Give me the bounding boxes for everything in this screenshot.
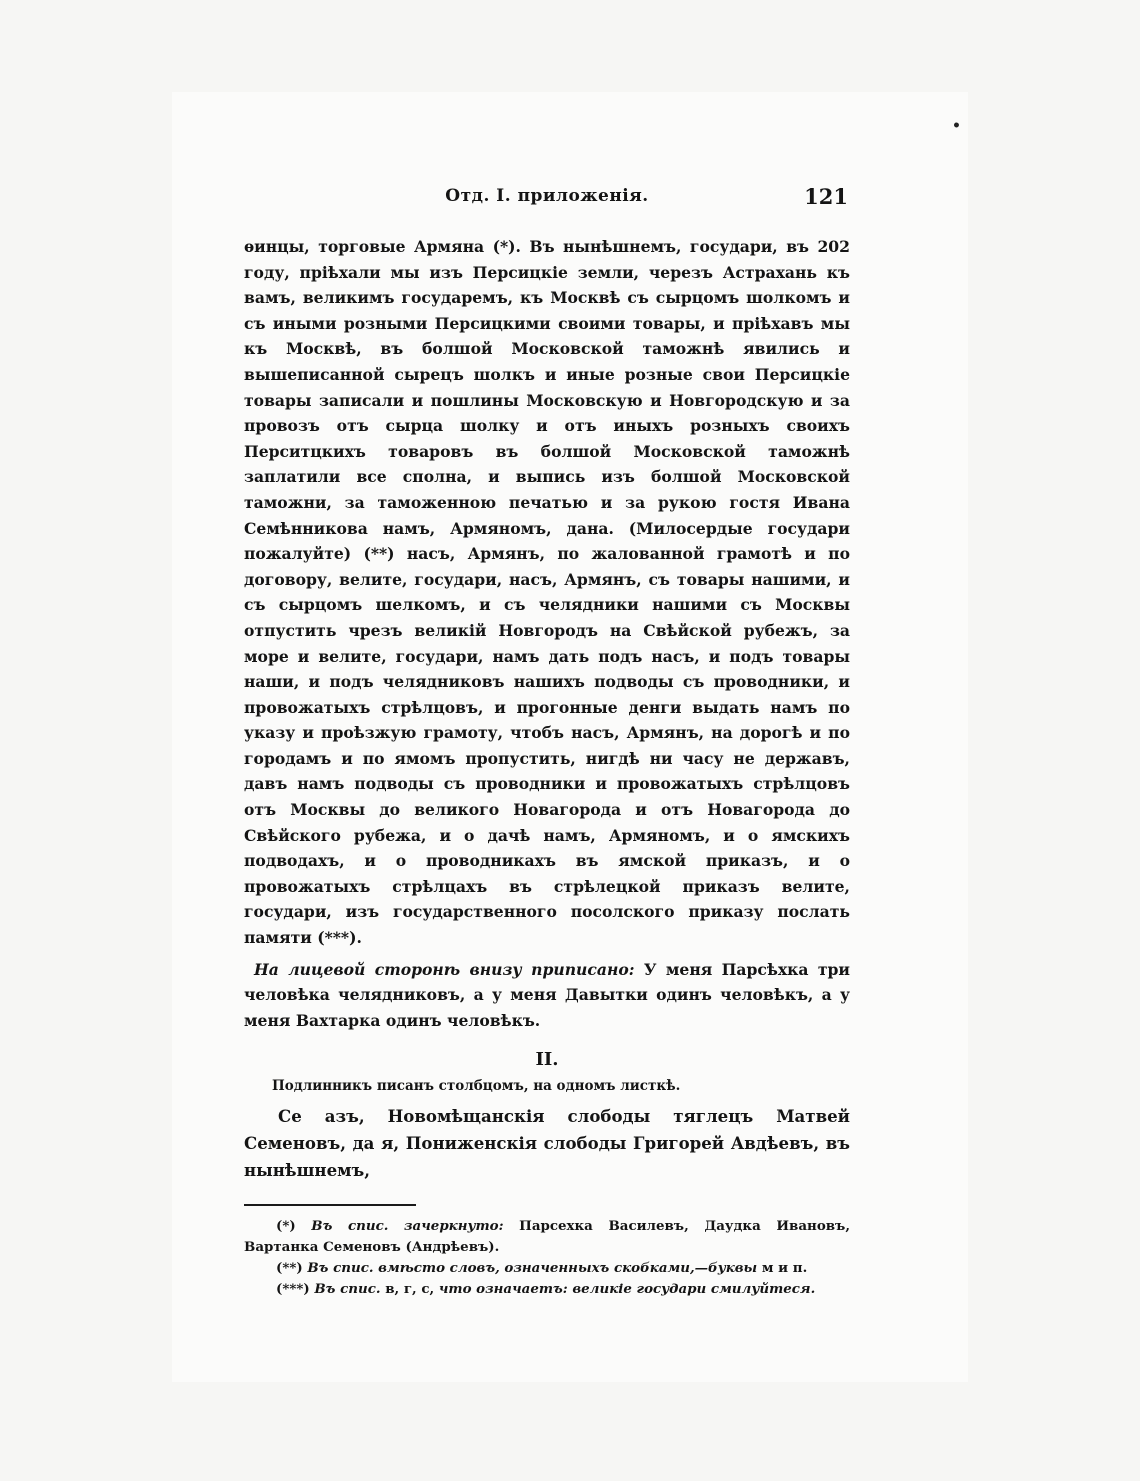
section-text-block — [244, 1103, 850, 1184]
running-title: Отд. I. приложенія. — [445, 186, 649, 206]
section-text: Се азъ, Новомѣщанскія слободы тяглецъ Матвей Семеновъ, да я, Пониженскія слободы Григорей Авдѣевъ, въ нынѣшнемъ, — [244, 1106, 850, 1181]
section-caption: Подлинникъ писанъ столбцомъ, на одномъ листкѣ. — [272, 1078, 681, 1095]
stray-mark: • — [952, 118, 961, 134]
footnote-3-label: Въ спис. — [314, 1281, 381, 1298]
page-number: 121 — [804, 184, 848, 209]
footnote-1-label: Въ спис. зачеркнуто: — [311, 1218, 504, 1235]
main-text — [244, 234, 850, 1033]
footnote-2-label: Въ спис. вмѣсто словъ, означенныхъ скобками,—буквы — [307, 1260, 758, 1277]
footnote-2-text: м и п. — [761, 1260, 808, 1277]
footnotes — [244, 1216, 850, 1300]
section-number: II. — [535, 1049, 559, 1071]
footnote-divider — [244, 1204, 416, 1206]
endorsement-note — [244, 957, 850, 1034]
footnote-3 — [244, 1279, 850, 1300]
footnote-1-mark: (*) — [276, 1218, 296, 1235]
endorsement-label: На лицевой сторонѣ внизу приписано: — [254, 959, 635, 979]
footnote-2-mark: (**) — [276, 1260, 303, 1277]
footnote-3-text: в, г, с, — [385, 1281, 435, 1298]
footnote-2 — [244, 1258, 850, 1279]
petition-paragraph: ѳинцы, торговые Армяна (*). Въ нынѣшнемъ, государи, въ 202 году, пріѣхали мы изъ Персицкіе земли, черезъ Астрахань къ вамъ, великимъ государемъ, къ Москвѣ съ сырцомъ шолкомъ и съ иными розными Персицкими своими товары, и пріѣхавъ мы къ Москвѣ, въ болшой Московской таможнѣ явились и вышеписанной сырецъ шолкъ и иные розные свои Персицкіе товары записали и пошлины Московскую и Новгородскую и за провозъ отъ сырца шолку и отъ иныхъ розныхъ своихъ Перситцкихъ товаровъ въ болшой Московской таможнѣ заплатили все сполна, и выпись изъ болшой Московской таможни, за таможенною печатью и за рукою гостя Ивана Семѣнникова намъ, Армяномъ, дана. (Милосердые государи пожалуйте) (**) насъ, Армянъ, по жалованной грамотѣ и по договору, велите, государи, насъ, Армянъ, съ товары нашими, и съ сырцомъ шелкомъ, и съ челядники нашими съ Москвы отпустить чрезъ великій Новгородъ на Свѣйской рубежъ, за море и велите, государи, намъ дать подъ насъ, и подъ товары наши, и подъ челядниковъ нашихъ подводы съ проводники, и провожатыхъ стрѣлцовъ, и прогонные денги выдать намъ по указу и проѣзжую грамоту, чтобъ насъ, Армянъ, на дорогѣ и по городамъ и по ямомъ пропустить, нигдѣ ни часу не державъ, давъ намъ подводы съ проводники и провожатыхъ стрѣлцовъ отъ Москвы до великого Новагорода и отъ Новагорода до Свѣйского рубежа, и о дачѣ намъ, Армяномъ, и о ямскихъ подводахъ, и о проводникахъ въ ямской приказъ, и о провожатыхъ стрѣлцахъ въ стрѣлецкой приказъ велите, государи, изъ государственного посолского приказу послать памяти (***). — [244, 237, 850, 948]
footnote-1-text: Парсехка Василевъ, Даудка Ивановъ, Вартанка Семеновъ (Андрѣевъ). — [244, 1218, 850, 1256]
footnote-3-mark: (***) — [276, 1281, 310, 1298]
footnote-1 — [244, 1216, 850, 1258]
book-page — [244, 182, 850, 1300]
endorsement-text: У меня Парсѣхка три человѣка челядниковъ, а у меня Давытки одинъ человѣкъ, а у меня Вахтарка одинъ человѣкъ. — [244, 959, 850, 1030]
running-header — [244, 182, 850, 216]
footnote-3-tail: что означаетъ: великіе государи смилуйтеся. — [438, 1281, 816, 1298]
